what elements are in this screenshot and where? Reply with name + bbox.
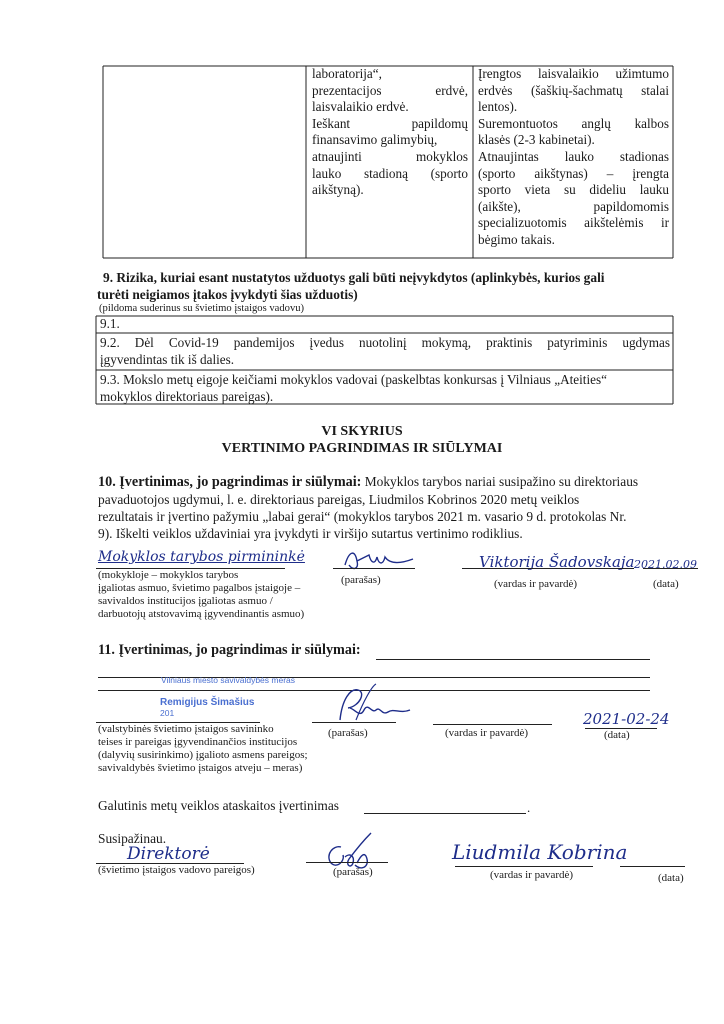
risk-row-2-line1: 9.2. Dėl Covid-19 pandemijos įvedus nuotolinį mokymą, praktinis patyriminis ugdymas [100, 335, 670, 350]
handwritten-name-council-chair: Viktorija Šadovskaja [479, 553, 635, 571]
acknowledged-label: Susipažinau. [98, 831, 167, 846]
section10-text-line2: pavaduotojos ugdymui, l. e. direktoriaus pareigas, Liudmilos Kobrinos 2020 metų veiklos [98, 492, 580, 507]
handwritten-date-mayor: 2021-02-24 [583, 710, 670, 728]
risk-row-3-line2: mokyklos direktoriaus pareigas). [100, 389, 274, 404]
signature-line-date-10 [643, 568, 698, 569]
handwritten-role-director: Direktorė [127, 844, 210, 864]
risk-row-3 [100, 371, 670, 405]
signature-line-date-final [620, 866, 685, 867]
table-cell-line: specializuotomis aikštelėmis ir [478, 215, 669, 231]
signature-line-sign-final [306, 862, 388, 863]
caption-role-final: (švietimo įstaigos vadovo pareigos) [98, 864, 255, 876]
table-cell-results [478, 66, 669, 249]
section10-label: 10. Įvertinimas, jo pagrindimas ir siūlymai: [98, 474, 362, 490]
handwritten-name-director: Liudmila Kobrina [452, 840, 628, 864]
risk-row-2 [100, 334, 670, 368]
section9-heading-line2: turėti neigiamos įtakos įvykdyti šias užduotis) [97, 287, 358, 302]
table-cell-line: laisvalaikio erdvė. [312, 99, 409, 115]
table-cell-line: prezentacijos erdvė, [312, 82, 468, 98]
table-cell-line: Suremontuotos anglų kalbos [478, 115, 669, 131]
caption-line: darbuotojų atstovavimą įgyvendinantis asmuo) [98, 608, 305, 620]
table-cell-line: Įrengtos laisvalaikio užimtumo [478, 66, 669, 81]
final-evaluation-dot: . [527, 800, 531, 815]
caption-date-11: (data) [604, 729, 630, 741]
final-evaluation-label: Galutinis metų veiklos ataskaitos įvertinimas [98, 798, 339, 813]
caption-name-11: (vardas ir pavardė) [445, 727, 529, 739]
section10-text [98, 473, 692, 542]
table-cell-line: Atnaujintas lauko stadionas [478, 148, 669, 164]
caption-date-10: (data) [653, 578, 679, 590]
caption-line: (mokykloje – mokyklos tarybos [98, 569, 239, 581]
caption-name-10: (vardas ir pavardė) [494, 578, 578, 590]
caption-name-final: (vardas ir pavardė) [490, 869, 574, 881]
table-cell-line: atnaujinti mokyklos [312, 148, 468, 164]
table-cell-line: aikštyną). [312, 182, 364, 198]
risk-row-3-line1: 9.3. Mokslo metų eigoje keičiami mokyklos vadovai (paskelbtas konkursas į Vilniaus „Ateities“ [100, 372, 607, 387]
risk-row-2-line2: įgyvendintas tik iš dalies. [100, 352, 235, 367]
table-cell-activities [312, 66, 468, 199]
caption-line: savivaldybės švietimo įstaigos atveju – meras) [98, 762, 303, 774]
caption-signature-10: (parašas) [341, 574, 381, 586]
signature-council-chair-text: Abn~ [351, 556, 370, 565]
caption-role-10 [98, 569, 304, 621]
signature-line-name-10 [462, 568, 634, 569]
signature-line-sign-11 [312, 722, 396, 723]
caption-date-final: (data) [658, 872, 684, 884]
chapter-subtitle: VERTINIMO PAGRINDIMAS IR SIŪLYMAI [221, 441, 503, 456]
caption-signature-final: (parašas) [333, 866, 373, 878]
handwritten-role: Mokyklos tarybos pirmininkė [98, 549, 305, 565]
table-cell-line: bėgimo takais. [478, 231, 555, 247]
risk-row-1: 9.1. [100, 316, 120, 331]
section11-fill-line-1 [376, 659, 650, 660]
section9-heading-line1: 9. Rizika, kuriai esant nustatytos užduotys gali būti neįvykdytos (aplinkybės, kurios gali [103, 270, 605, 285]
table-cell-line: erdvės (šaškių-šachmatų stalai [478, 82, 669, 98]
table-cell-line: lauko stadioną (sporto [312, 165, 468, 181]
table-cell-line: lentos). [478, 99, 518, 115]
section10-text-line1: Mokyklos tarybos nariai susipažino su direktoriaus [361, 474, 639, 489]
caption-signature-11: (parašas) [328, 727, 368, 739]
section10-text-line3: rezultatais ir įvertino pažymiu „labai gerai“ (mokyklos tarybos 2021 m. vasario 9 d. protokolas Nr. [98, 509, 627, 524]
caption-role-11 [98, 723, 308, 775]
stamp-org: Vilniaus miesto savivaldybės meras [161, 675, 296, 685]
signature-line-name-11 [433, 724, 552, 725]
stamp-name: Remigijus Šimašius [160, 697, 255, 708]
section10-line1 [98, 473, 692, 491]
signature-line-sign-10 [333, 568, 415, 569]
signature-council-chair [335, 543, 425, 577]
caption-line: (dalyvių susirinkimo) įgalioto asmens pareigos; [98, 749, 308, 761]
table-cell-line: Ieškant papildomų [312, 115, 468, 131]
handwritten-date-council: 2021.02.09 [634, 558, 697, 571]
caption-line: įgaliotas asmuo, švietimo pagalbos įstaigoje – [98, 582, 301, 594]
caption-line: teises ir pareigas įgyvendinančios institucijos [98, 736, 298, 748]
caption-line: (valstybinės švietimo įstaigos savininko [98, 723, 274, 735]
signature-line-name-final [455, 866, 593, 867]
table-cell-line: (sporto aikštynas) – įrengta [478, 165, 669, 181]
section9-note: (pildoma suderinus su švietimo įstaigos vadovu) [99, 303, 305, 314]
final-evaluation-line [364, 813, 526, 814]
table-cell-line: finansavimo galimybių, [312, 132, 438, 148]
section10-text-line4: 9). Iškelti veiklos uždaviniai yra įvykdyti ir viršijo sutartus vertinimo rodiklius. [98, 526, 523, 541]
caption-line: savivaldos institucijos įgaliotas asmuo / [98, 595, 273, 607]
table-cell-line: (aikšte), papildomomis [478, 198, 669, 214]
chapter-title: VI SKYRIUS [321, 424, 403, 439]
section11-label: 11. Įvertinimas, jo pagrindimas ir siūlymai: [98, 642, 361, 658]
table-cell-line: sporto vieta su dideliu lauku [478, 182, 669, 198]
stamp-year: 201 [160, 708, 175, 718]
table-cell-line: klasės (2-3 kabinetai). [478, 132, 595, 148]
table-cell-line: laboratorija“, [312, 66, 382, 81]
